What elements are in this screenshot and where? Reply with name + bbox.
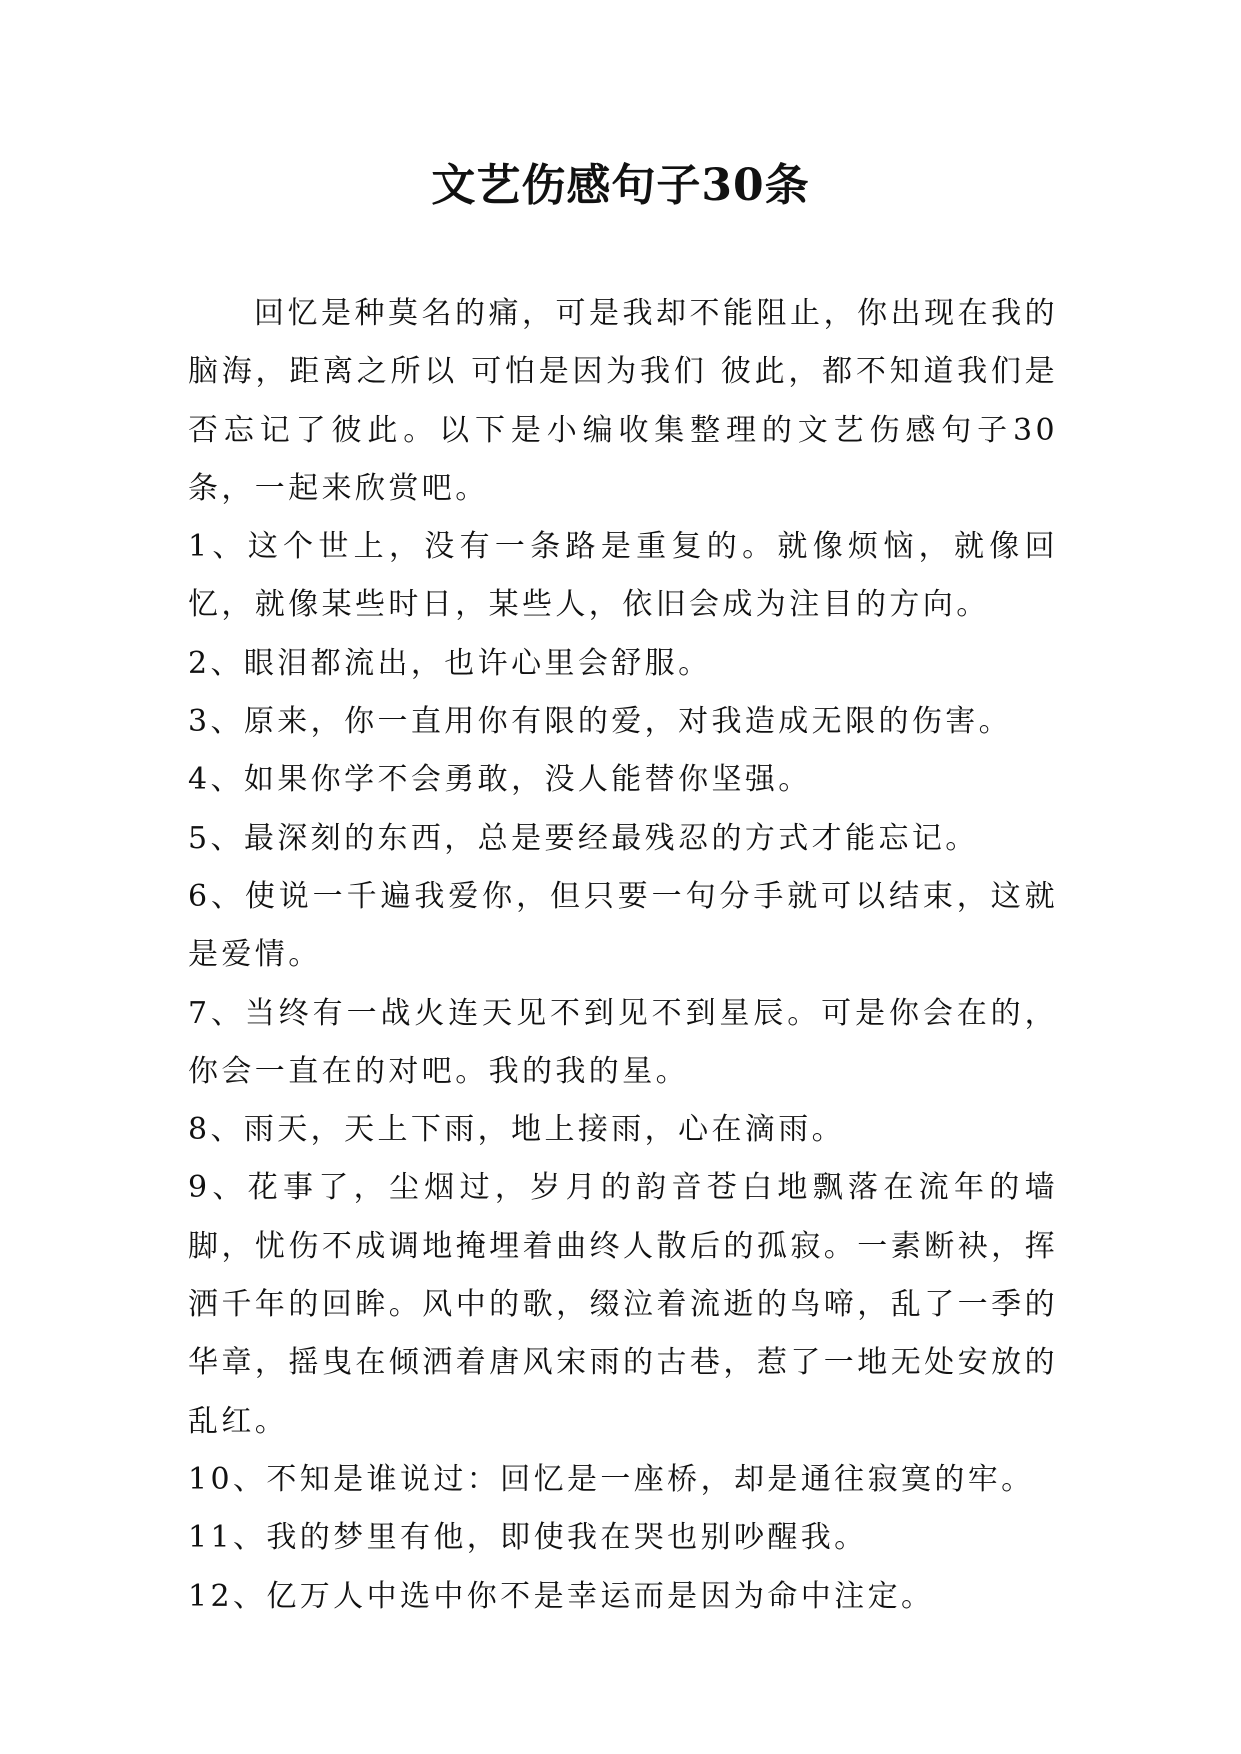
list-item: 9、花事了，尘烟过，岁月的韵音苍白地飘落在流年的墙脚，忧伤不成调地掩埋着曲终人散后的孤寂。一素断袂，挥洒千年的回眸。风中的歌，缀泣着流逝的鸟啼，乱了一季的华章，摇曳在倾洒着唐风宋雨的古巷，惹了一地无处安放的乱红。 (188, 1170, 1058, 1439)
intro-paragraph: 回忆是种莫名的痛，可是我却不能阻止，你出现在我的脑海，距离之所以 可怕是因为我们 彼此，都不知道我们是否忘记了彼此。以下是小编收集整理的文艺伤感句子30条，一起来欣赏吧。 (188, 296, 1058, 506)
list-item: 2、眼泪都流出，也许心里会舒服。 (188, 645, 712, 681)
list-item: 6、使说一千遍我爱你，但只要一句分手就可以结束，这就是爱情。 (188, 878, 1058, 973)
list-item: 8、雨天，天上下雨，地上接雨，心在滴雨。 (188, 1112, 846, 1148)
list-item: 5、最深刻的东西，总是要经最残忍的方式才能忘记。 (188, 820, 979, 856)
list-item: 1、这个世上，没有一条路是重复的。就像烦恼，就像回忆，就像某些时日，某些人，依旧会成为注目的方向。 (188, 529, 1058, 623)
document-body (188, 285, 1058, 1626)
list-item: 10、不知是谁说过：回忆是一座桥，却是通往寂寞的牢。 (188, 1461, 1035, 1497)
list-item: 4、如果你学不会勇敢，没人能替你坚强。 (188, 762, 812, 798)
list-item: 7、当终有一战火连天见不到见不到星辰。可是你会在的，你会一直在的对吧。我的我的星。 (188, 995, 1058, 1089)
page-title: 文艺伤感句子30条 (431, 160, 810, 211)
list-item: 3、原来，你一直用你有限的爱，对我造成无限的伤害。 (188, 704, 1013, 740)
list-item: 12、亿万人中选中你不是幸运而是因为命中注定。 (188, 1578, 935, 1614)
list-item: 11、我的梦里有他，即使我在哭也别吵醒我。 (188, 1520, 868, 1556)
